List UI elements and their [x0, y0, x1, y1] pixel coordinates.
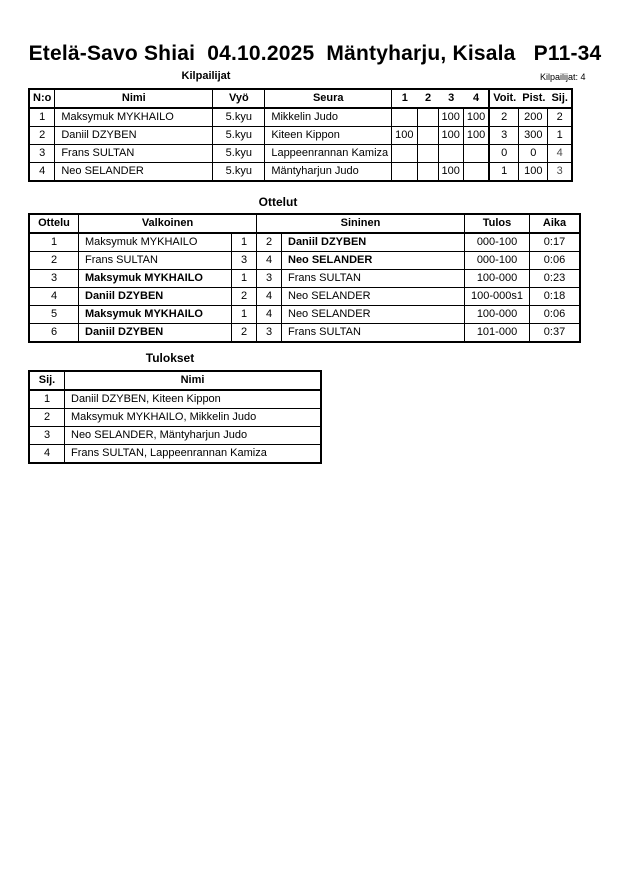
cell-no: 6 [30, 324, 79, 341]
cell-points: 300 [519, 127, 548, 145]
cell-name: Maksymuk MYKHAILO [55, 109, 213, 127]
cell-blue_no: 3 [257, 270, 282, 288]
competitor-row [30, 163, 571, 180]
cell-club: Lappeenrannan Kamiza [265, 145, 392, 163]
cell-result: 000-100 [465, 252, 530, 270]
cell-no: 4 [30, 288, 79, 306]
cell-r4: 100 [464, 109, 490, 127]
cell-time: 0:18 [530, 288, 579, 306]
cell-white: Frans SULTAN [79, 252, 232, 270]
cell-blue_no: 4 [257, 288, 282, 306]
cell-white: Daniil DZYBEN [79, 288, 232, 306]
header-round-2: 2 [418, 90, 439, 109]
cell-place: 1 [30, 391, 65, 409]
cell-belt: 5.kyu [213, 127, 265, 145]
cell-blue: Neo SELANDER [282, 306, 465, 324]
result-row [30, 427, 320, 445]
match-row [30, 270, 579, 288]
header-points: Pist. [519, 90, 548, 109]
cell-name: Frans SULTAN, Lappeenrannan Kamiza [71, 447, 267, 459]
cell-blue: Neo SELANDER [282, 252, 465, 270]
cell-place: 3 [556, 165, 563, 177]
header-place: Sij. [548, 90, 571, 109]
cell-r2 [418, 145, 439, 163]
cell-white_no: 2 [232, 288, 257, 306]
cell-white_no: 1 [232, 234, 257, 252]
cell-place: 2 [30, 409, 65, 427]
cell-r3: 100 [439, 127, 464, 145]
match-row [30, 306, 579, 324]
result-row [30, 391, 320, 409]
match-row [30, 252, 579, 270]
match-row [30, 288, 579, 306]
cell-blue_no: 3 [257, 324, 282, 341]
cell-no: 1 [30, 234, 79, 252]
header-no: N:o [30, 90, 55, 109]
cell-blue_no: 2 [257, 234, 282, 252]
cell-club: Mikkelin Judo [265, 109, 392, 127]
cell-points: 200 [519, 109, 548, 127]
cell-no: 2 [30, 252, 79, 270]
cell-no: 2 [30, 127, 55, 145]
cell-time: 0:06 [530, 306, 579, 324]
cell-result: 100-000 [465, 306, 530, 324]
header-name: Nimi [65, 372, 320, 391]
result-row [30, 409, 320, 427]
cell-blue: Frans SULTAN [282, 270, 465, 288]
cell-result: 101-000 [465, 324, 530, 341]
competitor-row [30, 127, 571, 145]
cell-blue_no: 4 [257, 306, 282, 324]
cell-r1 [392, 163, 417, 180]
cell-time: 0:17 [530, 234, 579, 252]
cell-result: 000-100 [465, 234, 530, 252]
competitors-header-row [30, 90, 571, 109]
cell-name: Daniil DZYBEN [55, 127, 213, 145]
cell-wins: 3 [490, 127, 519, 145]
header-blue: Sininen [257, 215, 465, 234]
cell-white_no: 3 [232, 252, 257, 270]
cell-name: Neo SELANDER [55, 163, 213, 180]
competitor-row [30, 145, 571, 163]
header-club: Seura [265, 90, 392, 109]
cell-result: 100-000 [465, 270, 530, 288]
cell-r3 [439, 145, 464, 163]
cell-r4 [464, 145, 490, 163]
cell-time: 0:37 [543, 326, 566, 338]
cell-wins: 2 [490, 109, 519, 127]
header-white: Valkoinen [79, 215, 257, 234]
competitors-table [28, 88, 573, 182]
matches-table [28, 213, 581, 343]
header-name: Nimi [55, 90, 213, 109]
cell-place: 1 [548, 127, 571, 145]
header-belt: Vyö [213, 90, 265, 109]
cell-white: Maksymuk MYKHAILO [79, 270, 232, 288]
cell-no: 3 [30, 145, 55, 163]
cell-r2 [418, 163, 439, 180]
cell-belt: 5.kyu [213, 163, 265, 180]
cell-no: 3 [30, 270, 79, 288]
cell-name: Daniil DZYBEN, Kiteen Kippon [65, 391, 320, 409]
competitor-row [30, 109, 571, 127]
cell-r3: 100 [439, 163, 464, 180]
cell-result: 100-000s1 [465, 288, 530, 306]
cell-r4: 100 [464, 127, 490, 145]
header-result: Tulos [465, 215, 530, 234]
cell-place: 3 [30, 427, 65, 445]
cell-place: 4 [548, 145, 571, 163]
cell-r1 [392, 109, 417, 127]
cell-name: Neo SELANDER, Mäntyharjun Judo [65, 427, 320, 445]
page-title: Etelä-Savo Shiai 04.10.2025 Mäntyharju, Kisala P11-34 [28, 42, 602, 65]
cell-blue: Neo SELANDER [282, 288, 465, 306]
header-place: Sij. [30, 372, 65, 391]
cell-no: 4 [30, 163, 55, 180]
cell-r3: 100 [439, 109, 464, 127]
header-round-1: 1 [392, 90, 417, 109]
result-row [30, 445, 320, 462]
cell-points: 0 [519, 145, 548, 163]
cell-points: 100 [519, 163, 548, 180]
cell-club: Kiteen Kippon [265, 127, 392, 145]
section-title-kilpailijat: Kilpailijat [181, 70, 231, 82]
matches-header-row [30, 215, 579, 234]
cell-time: 0:06 [530, 252, 579, 270]
section-title-tulokset: Tulokset [145, 351, 195, 365]
cell-blue: Frans SULTAN [282, 324, 465, 341]
cell-place: 2 [548, 109, 571, 127]
header-time: Aika [530, 215, 579, 234]
header-round-4: 4 [464, 90, 490, 109]
cell-blue: Daniil DZYBEN [282, 234, 465, 252]
cell-club: Mäntyharjun Judo [265, 163, 392, 180]
cell-belt: 5.kyu [213, 109, 265, 127]
cell-no: 5 [30, 306, 79, 324]
cell-white_no: 2 [232, 324, 257, 341]
cell-name: Maksymuk MYKHAILO, Mikkelin Judo [65, 409, 320, 427]
cell-white: Daniil DZYBEN [79, 324, 232, 341]
competitors-count-label: Kilpailijat: 4 [540, 72, 586, 82]
match-row [30, 234, 579, 252]
cell-name: Frans SULTAN [55, 145, 213, 163]
cell-white_no: 1 [232, 306, 257, 324]
cell-belt: 5.kyu [213, 145, 265, 163]
cell-place: 4 [30, 445, 65, 462]
cell-blue_no: 4 [257, 252, 282, 270]
header-match: Ottelu [30, 215, 79, 234]
cell-r1: 100 [392, 127, 417, 145]
cell-r1 [392, 145, 417, 163]
results-header-row [30, 372, 320, 391]
header-wins: Voit. [490, 90, 519, 109]
cell-wins: 1 [490, 163, 519, 180]
cell-time: 0:23 [530, 270, 579, 288]
cell-no: 1 [30, 109, 55, 127]
cell-r2 [418, 109, 439, 127]
header-round-3: 3 [439, 90, 464, 109]
cell-white: Maksymuk MYKHAILO [79, 306, 232, 324]
cell-white_no: 1 [232, 270, 257, 288]
cell-white: Maksymuk MYKHAILO [79, 234, 232, 252]
section-title-ottelut: Ottelut [258, 195, 298, 209]
cell-r2 [418, 127, 439, 145]
cell-wins: 0 [490, 145, 519, 163]
results-table [28, 370, 322, 464]
match-row [30, 324, 579, 341]
cell-r4 [464, 163, 490, 180]
